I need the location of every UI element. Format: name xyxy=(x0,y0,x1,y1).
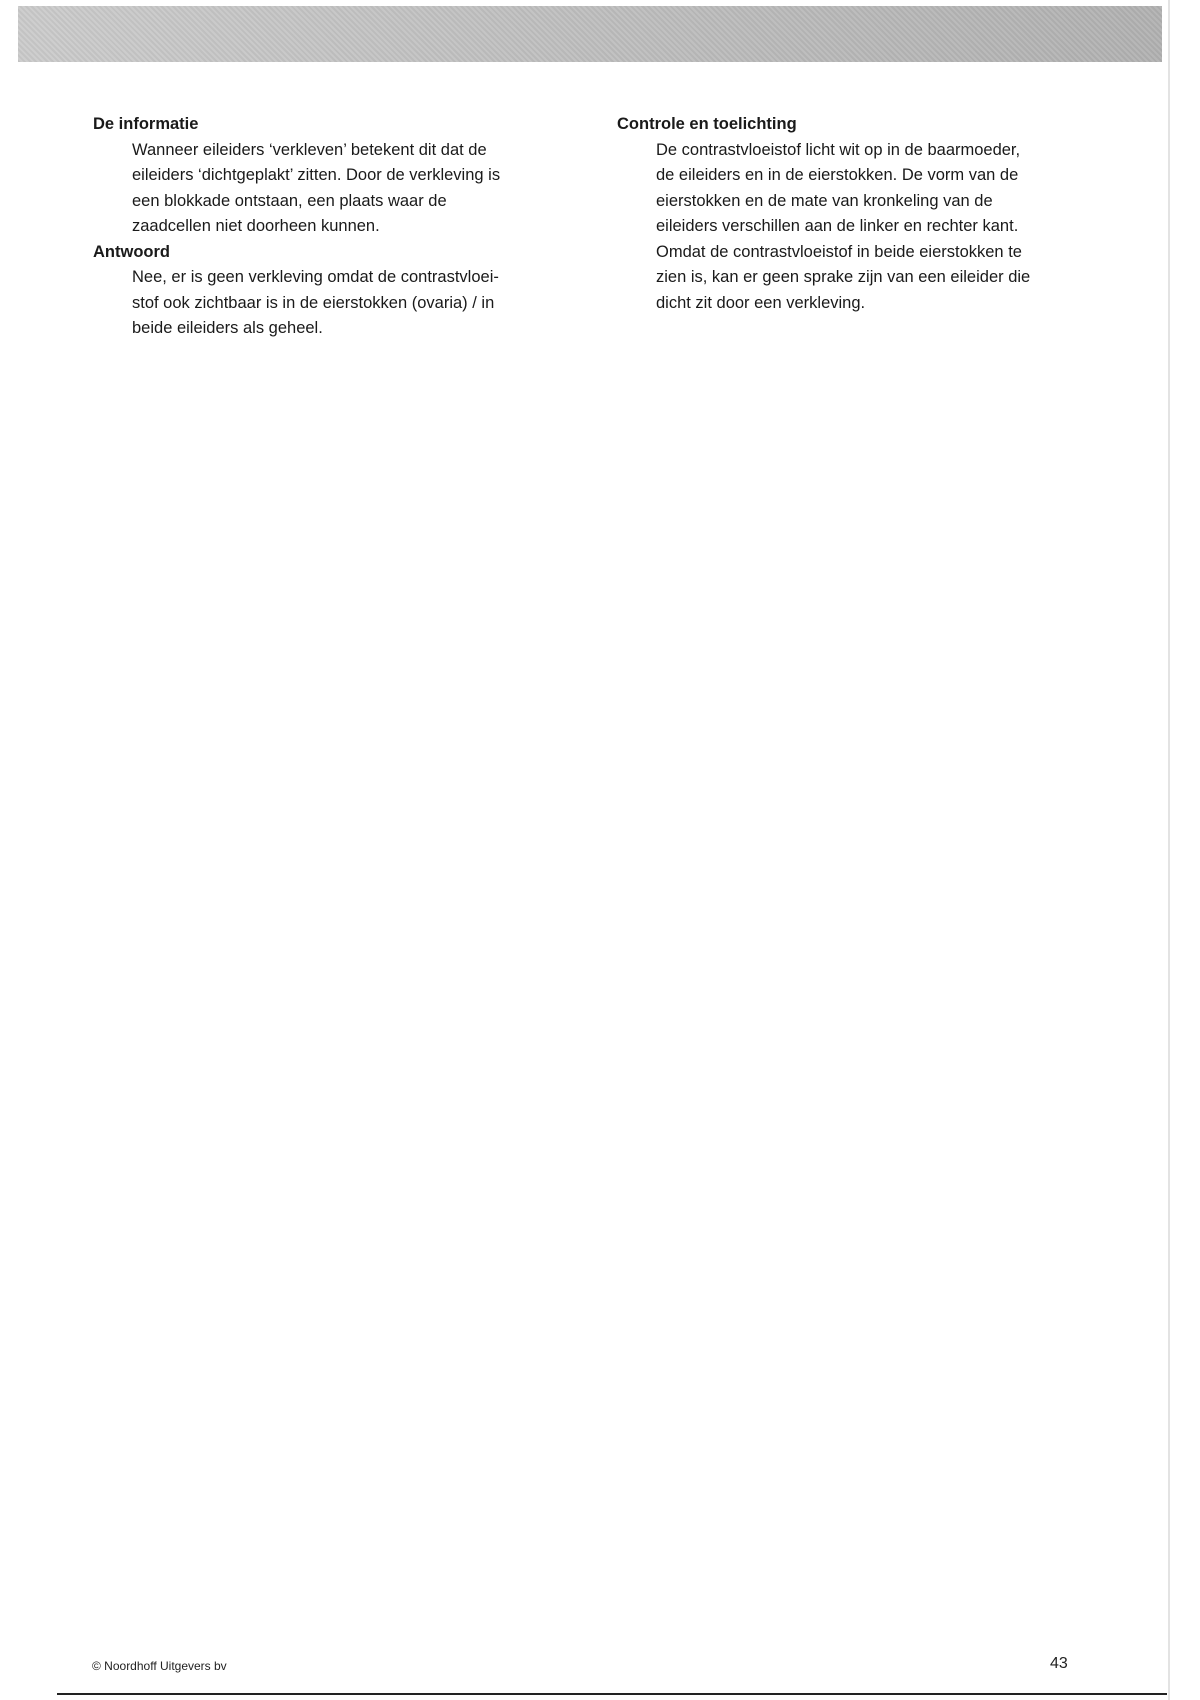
footer-copyright: © Noordhoff Uitgevers bv xyxy=(92,1659,227,1673)
paragraph-line: eileiders ‘dichtgeplakt’ zitten. Door de verkleving is xyxy=(132,166,501,184)
section-paragraph-controle xyxy=(656,138,1087,317)
paragraph-line: Nee, er is geen verkleving omdat de contrastvloei- xyxy=(132,268,499,286)
paragraph-line: beide eileiders als geheel. xyxy=(132,319,323,337)
paragraph-line: De contrastvloeistof licht wit op in de baarmoeder, xyxy=(656,140,1021,159)
paragraph-line: een blokkade ontstaan, een plaats waar de xyxy=(132,191,447,210)
paragraph-line: de eileiders en in de eierstokken. De vorm van de xyxy=(656,166,1019,184)
section-paragraph-antwoord xyxy=(132,265,563,342)
paragraph-line: Omdat de contrastvloeistof in beide eierstokken te xyxy=(656,242,1022,261)
footer-rule xyxy=(57,1693,1167,1695)
right-column xyxy=(617,112,1087,316)
left-column xyxy=(93,112,563,342)
paragraph-line: stof ook zichtbaar is in de eierstokken (ovaria) / in xyxy=(132,293,495,312)
section-heading-informatie: De informatie xyxy=(93,115,199,133)
paragraph-line: eierstokken en de mate van kronkeling van de xyxy=(656,191,993,210)
paragraph-line: zaadcellen niet doorheen kunnen. xyxy=(132,217,380,235)
paragraph-line: Wanneer eileiders ‘verkleven’ betekent dit dat de xyxy=(132,140,487,159)
header-band xyxy=(18,6,1162,62)
page-edge-shadow xyxy=(1168,0,1170,1700)
paragraph-line: eileiders verschillen aan de linker en rechter kant. xyxy=(656,217,1019,235)
paragraph-line: dicht zit door een verkleving. xyxy=(656,293,866,312)
page-number: 43 xyxy=(1050,1655,1068,1672)
section-paragraph-informatie xyxy=(132,138,563,240)
section-heading-antwoord: Antwoord xyxy=(93,242,170,261)
paragraph-line: zien is, kan er geen sprake zijn van een eileider die xyxy=(656,268,1031,286)
section-heading-controle: Controle en toelichting xyxy=(617,115,797,133)
